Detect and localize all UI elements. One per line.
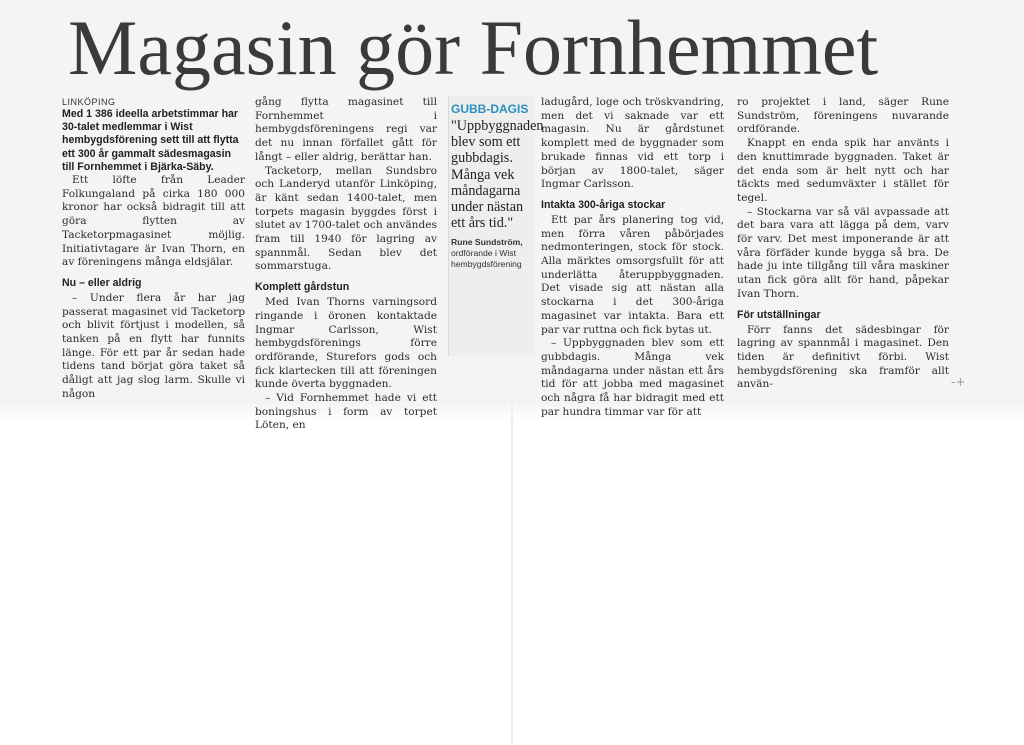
paragraph: – Uppbyggnaden blev som ett gubbdagis. Många vek måndagarna under nästan ett års tid för att jobba med magasinet och några få har bidragit med ett par hundra timmar var för att (541, 337, 724, 418)
dateline: LINKÖPING (62, 97, 116, 107)
article-column-2 (255, 96, 437, 433)
subheading: För utställningar (737, 308, 821, 321)
pull-quote-box (448, 96, 544, 356)
paragraph: Med Ivan Thorns varningsord ringande i öronen kontaktade Ingmar Carlsson, Wist hembygdsförenings förre ordförande, Sturefors gods och fick klartecken till att föreningen kunde överta byggnaden. (255, 296, 437, 391)
paragraph: – Vid Fornhemmet hade vi ett boningshus i form av torpet Löten, en (255, 392, 437, 432)
subheading: Nu – eller aldrig (62, 276, 142, 289)
pull-quote-author-role: ordförande i Wist hembygdsförening (451, 248, 522, 270)
article-ingress: Med 1 386 ideella arbetstimmar har 30-talet medlemmar i Wist hembygdsförening sett till att flytta ett 300 år gammalt sädesmagasin till Fornhemmet i Bjärka-Säby. (62, 108, 239, 173)
paragraph: Ett löfte från Leader Folkungaland på cirka 180 000 kronor har också bidragit till att göra flytten av Tacketorpmagasinet möjlig. Initiativtagare är Ivan Thorn, en av föreningens många eldsjälar. (62, 174, 245, 269)
pull-quote-label: GUBB-DAGIS (451, 102, 529, 116)
paragraph: gång flytta magasinet till Fornhemmet i hembygdsföreningens regi var det nu innan förfallet gått för långt – eller aldrig, berättar han. (255, 96, 437, 163)
paragraph: ladugård, loge och tröskvandring, men det vi saknade var ett magasin. Nu är gårdstunet komplett med de byggnader som brukade finnas vid ett torp i början av 1800-talet, säger Ingmar Carlsson. (541, 96, 724, 191)
paragraph: Ett par års planering tog vid, men förra våren påbörjades nedmonteringen, stock för stock. Alla märktes omsorgsfullt för att underlätta återuppbyggnaden. Det visade sig att nästan alla stockarna i det 300-åriga magasinet var intakta. Bara ett par var ruttna och fick bytas ut. (541, 213, 724, 336)
article-column-1 (62, 96, 245, 402)
paragraph: – Under flera år har jag passerat magasinet vid Tacketorp och blivit förtjust i modellen, så tanken på en flytt har funnits länge. För ett par år sedan hade tidens tand börjat göra taket så dåligt att jag slog larm. Skulle vi någon (62, 291, 245, 400)
article-column-4 (541, 96, 724, 419)
paragraph: ro projektet i land, säger Rune Sundström, föreningens nuvarande ordförande. (737, 96, 949, 136)
paragraph: Knappt en enda spik har använts i den knuttimrade byggnaden. Taket är det enda som är helt nytt och har täckts med sedumväxter i stället för tegel. (737, 137, 949, 204)
article-column-5 (737, 96, 949, 392)
subheading: Komplett gårdstun (255, 281, 350, 294)
paragraph: Tacketorp, mellan Sundsbro och Landeryd utanför Linköping, är känt sedan 1400-talet, men torpets magasin byggdes först i slutet av 1700-talet och användes fram till 1940 för lagring av spannmål. Sedan blev det sommarstuga. (255, 164, 437, 273)
scan-fold-line (511, 400, 513, 745)
pull-quote-author: Rune Sundström, (451, 237, 523, 248)
pull-quote-attribution (451, 237, 535, 270)
paragraph: – Stockarna var så väl avpassade att det bara vara att lägga på dem, varv för varv. Det mest imponerande är att våra förfäder kunde bygga så bra. De hade ju inte tillgång till våra maskiner utan fick göra allt för hand, påpekar Ivan Thorn. (737, 205, 949, 300)
subheading: Intakta 300-åriga stockar (541, 198, 666, 211)
crop-mark-icon: -+ (951, 375, 966, 389)
pull-quote-text: "Uppbyggnaden blev som ett gubbdagis. Många vek måndagarna under nästan ett års tid." (451, 118, 544, 232)
paragraph: Förr fanns det sädesbingar för lagring av spannmål i magasinet. Den tiden är definitivt förbi. Wist hembygdsförening ska framför allt använ- (737, 323, 949, 391)
article-headline: Magasin gör Fornhemmet (68, 4, 879, 91)
